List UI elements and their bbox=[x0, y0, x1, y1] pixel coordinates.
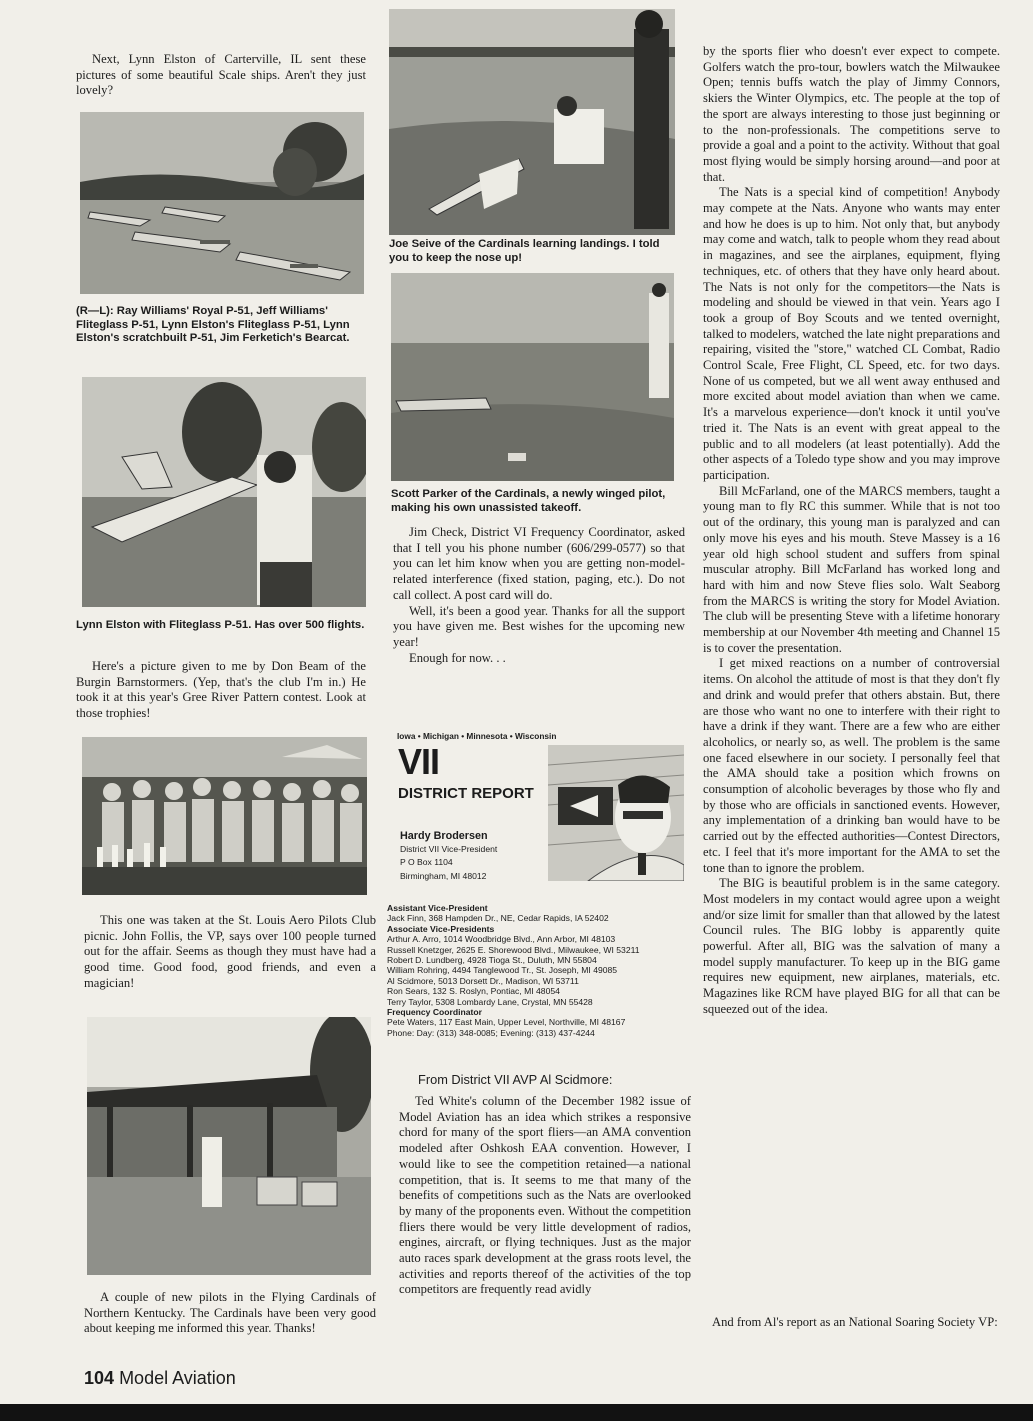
picnic-text: This one was taken at the St. Louis Aero Pilots Club picnic. John Follis, the VP, says over 100 people turned out for the affair. Seems as though they must have had a good time. Good food, good friends, and even a magician! bbox=[84, 913, 376, 990]
freq-coordinator-label: Frequency Coordinator bbox=[387, 1007, 483, 1018]
enough-paragraph: Enough for now. . . bbox=[409, 650, 506, 665]
photo-barnstormers-trophies bbox=[82, 737, 367, 895]
nats-paragraph: The Nats is a special kind of competition! Anybody may compete at the Nats. Anyone who wants may enter and how he does is up to him. Not only that, but anybody may come and watch, talk to people whom they read about in magazines, and see the airplanes, equipment, flying techniques, etc. of others that they have only heard about. The Nats is not only for the competitors—the Nats is modeling and should be viewed in that vein. Years ago I took a group of Boy Scouts and we tented overnight, talked to modelers, watched the late night preparations and repairing, visited the "store," watched CL Combat, Radio Control Scale, Free Flight, CL Speed, etc. for two days. None of us competed, but we all went away enthused and more excited about model aviation than when we came. It's a marvelous experience—don't knock it until you've tried it. The Nats is an event with great appeal to the public and to all modelers (at least potentially). Add the other aspects of a Toledo type show and you may improve participation. bbox=[703, 185, 1000, 482]
assoc-vp-item: Russell Knetzger, 2625 E. Shorewood Blvd., Milwaukee, WI 53211 bbox=[387, 944, 640, 955]
photo-lynn-elston bbox=[82, 377, 366, 607]
vp-role: District VII Vice-President bbox=[400, 844, 498, 854]
vp-city: Birmingham, MI 48012 bbox=[400, 870, 487, 881]
bill-mcfarland-paragraph: Bill McFarland, one of the MARCS members, taught a young man to fly RC this summer. While that is not too out of the ordinary, this young man is paralyzed and can only move his eyes and his mouth. Steve Massey is a 16 year old high school student and suffers from spinal muscular atrophy. Bill McFarland has worked long and hard with him and now Steve flies solo. Walt Seaborg from the MARCS is writing the story for Model Aviation. The club will be presenting Steve with a lifetime honorary membership at our November 4th meeting and Channel 15 is to cover the presentation. bbox=[703, 483, 1000, 655]
page-footer bbox=[84, 1367, 236, 1389]
caption-scale-ships: (R—L): Ray Williams' Royal P-51, Jeff Williams' Fliteglass P-51, Lynn Elston's Fliteglass P-51, Lynn Elston's scratchbuilt P-51, Jim Ferketich's Bearcat. bbox=[76, 305, 350, 345]
vice-president-contact bbox=[400, 830, 497, 881]
magazine-name: Model Aviation bbox=[119, 1368, 236, 1388]
page-number: 104 bbox=[84, 1368, 115, 1388]
assoc-vp-item: Terry Taylor, 5308 Lombardy Lane, Crystal, MN 55428 bbox=[387, 996, 593, 1007]
good-year-paragraph: Well, it's been a good year. Thanks for all the support you have given me. Best wishes for the upcoming new year! bbox=[393, 603, 685, 649]
caption-joe-seive: Joe Seive of the Cardinals learning landings. I told you to keep the nose up! bbox=[389, 238, 660, 264]
asst-vp-label: Assistant Vice-President bbox=[387, 903, 488, 913]
district-report-title: DISTRICT REPORT bbox=[398, 785, 534, 802]
jim-check-paragraph: Jim Check, District VI Frequency Coordinator, asked that I tell you his phone number (606/299-0577) so that you can let him know when you are getting non-model-related interference (fixed station, paging, etc.). Do not call collect. A post card will do. bbox=[393, 525, 685, 602]
column-1 bbox=[76, 52, 366, 99]
asst-vp: Jack Finn, 368 Hampden Dr., NE, Cedar Rapids, IA 52402 bbox=[387, 913, 609, 924]
cardinals-text: A couple of new pilots in the Flying Cardinals of Northern Kentucky. The Cardinals have been very good about keeping me informed this year. Thanks! bbox=[84, 1290, 376, 1336]
photo-hardy-brodersen bbox=[548, 745, 684, 881]
assoc-vp-item: William Rohring, 4494 Tanglewood Tr., St. Joseph, MI 49085 bbox=[387, 965, 618, 976]
column-2-text-top bbox=[393, 525, 685, 666]
ted-white-paragraph: Ted White's column of the December 1982 issue of Model Aviation has an idea which strikes a responsive chord for many of the sport fliers—an AMA convention modeled after Oshkosh EAA convention. However, I would like to see the competition retained—a national competition, that is. It seems to me that many of the benefits of competitions such as the Nats are overlooked by many of the proponents even. Without the competition fliers there would be very little development of radios, engines, aircraft, or flying techniques. Just as the major auto races spark development at the grass roots level, the activities and reports thereof of the activities of the top competitors are frequently read avidly bbox=[399, 1094, 691, 1297]
big-problem-paragraph: The BIG is beautiful problem is in the same category. Most modelers in my contact would agree upon a weight and/or size limit for smaller than that allowed by the latest Council rules. The BIG lobby is apparently quite powerful. After all, BIG was the salvation of many a model supply manufacturer. To keep up in the BIG game requires new equipment, new airplanes, materials, etc. Magazines like RCM have played BIG for all that can be squeezed out of the idea. bbox=[703, 876, 1000, 1016]
photo-scott-parker bbox=[391, 273, 674, 481]
intro-paragraph: Next, Lynn Elston of Carterville, IL sent these pictures of some beautiful Scale ships. Aren't they just lovely? bbox=[76, 52, 366, 98]
soaring-intro: And from Al's report as an National Soaring Society VP: bbox=[712, 1315, 998, 1329]
photo-flying-cardinals bbox=[87, 1017, 371, 1275]
photo-scale-ships bbox=[80, 112, 364, 294]
continued-paragraph: by the sports flier who doesn't ever expect to compete. Golfers watch the pro-tour, bowlers watch the Milwaukee Open; tennis buffs watch the play of Jimmy Connors, skiers the Winter Olympics, etc. The people at the top of the sport are always interesting to those just beginning or to the non-professionals. The competitions serve to provide a goal and a point to the activity. Without that goal most flying would be simply horsing around—and poor at that. bbox=[703, 44, 1000, 184]
district-officers-list bbox=[387, 903, 692, 1038]
assoc-vp-item: Ron Sears, 132 S. Roslyn, Pontiac, MI 48054 bbox=[387, 986, 560, 997]
vp-name: Hardy Brodersen bbox=[400, 830, 488, 842]
freq-coordinator: Pete Waters, 117 East Main, Upper Level, Northville, MI 48167 bbox=[387, 1017, 626, 1028]
avp-heading: From District VII AVP Al Scidmore: bbox=[418, 1072, 613, 1087]
district-states: Iowa • Michigan • Minnesota • Wisconsin bbox=[397, 731, 557, 741]
bottom-edge bbox=[0, 1404, 1033, 1421]
mixed-reactions-paragraph: I get mixed reactions on a number of controversial items. On alcohol the attitude of most is that they don't fly and drink and would prefer that others abstain. But, there are those who want no one to interfere with their right to have a drink if they want. There are a few who are either alcoholics, or nearly so, as well. The problem is the same one faced elsewhere in our society. I personally feel that the AMA should take a position which frowns on consumption of alcoholic beverages by those who fly and by those who are officials in sanctioned events. However, any implementation of a drinking ban would have to be carried out by the effected authorities—Contest Directors, etc. I feel that it's more important for the AMA to set the tone than to ignore the problem. bbox=[703, 656, 1000, 875]
assoc-vp-item: Robert D. Lundberg, 4928 Tioga St., Duluth, MN 55804 bbox=[387, 955, 597, 966]
assoc-vp-item: Arthur A. Arro, 1014 Woodbridge Blvd., Ann Arbor, MI 48103 bbox=[387, 934, 616, 945]
assoc-vp-item: Al Scidmore, 5013 Dorsett Dr., Madison, WI 53711 bbox=[387, 975, 579, 986]
caption-scott-parker: Scott Parker of the Cardinals, a newly winged pilot, making his own unassisted takeoff. bbox=[391, 488, 666, 514]
barnstormers-text: Here's a picture given to me by Don Beam of the Burgin Barnstormers. (Yep, that's the club I'm in.) He took it at this year's Gree River Pattern contest. Look at those trophies! bbox=[76, 659, 366, 721]
freq-phone: Phone: Day: (313) 348-0085; Evening: (313) 437-4244 bbox=[387, 1027, 595, 1038]
assoc-vp-label: Associate Vice-Presidents bbox=[387, 923, 495, 934]
column-3 bbox=[703, 44, 1000, 1018]
district-numeral: VII bbox=[398, 741, 440, 782]
column-2-text-bottom bbox=[399, 1094, 691, 1298]
photo-joe-seive bbox=[389, 9, 675, 235]
vp-box: P O Box 1104 bbox=[400, 857, 453, 868]
caption-lynn-elston: Lynn Elston with Fliteglass P-51. Has over 500 flights. bbox=[76, 619, 365, 631]
